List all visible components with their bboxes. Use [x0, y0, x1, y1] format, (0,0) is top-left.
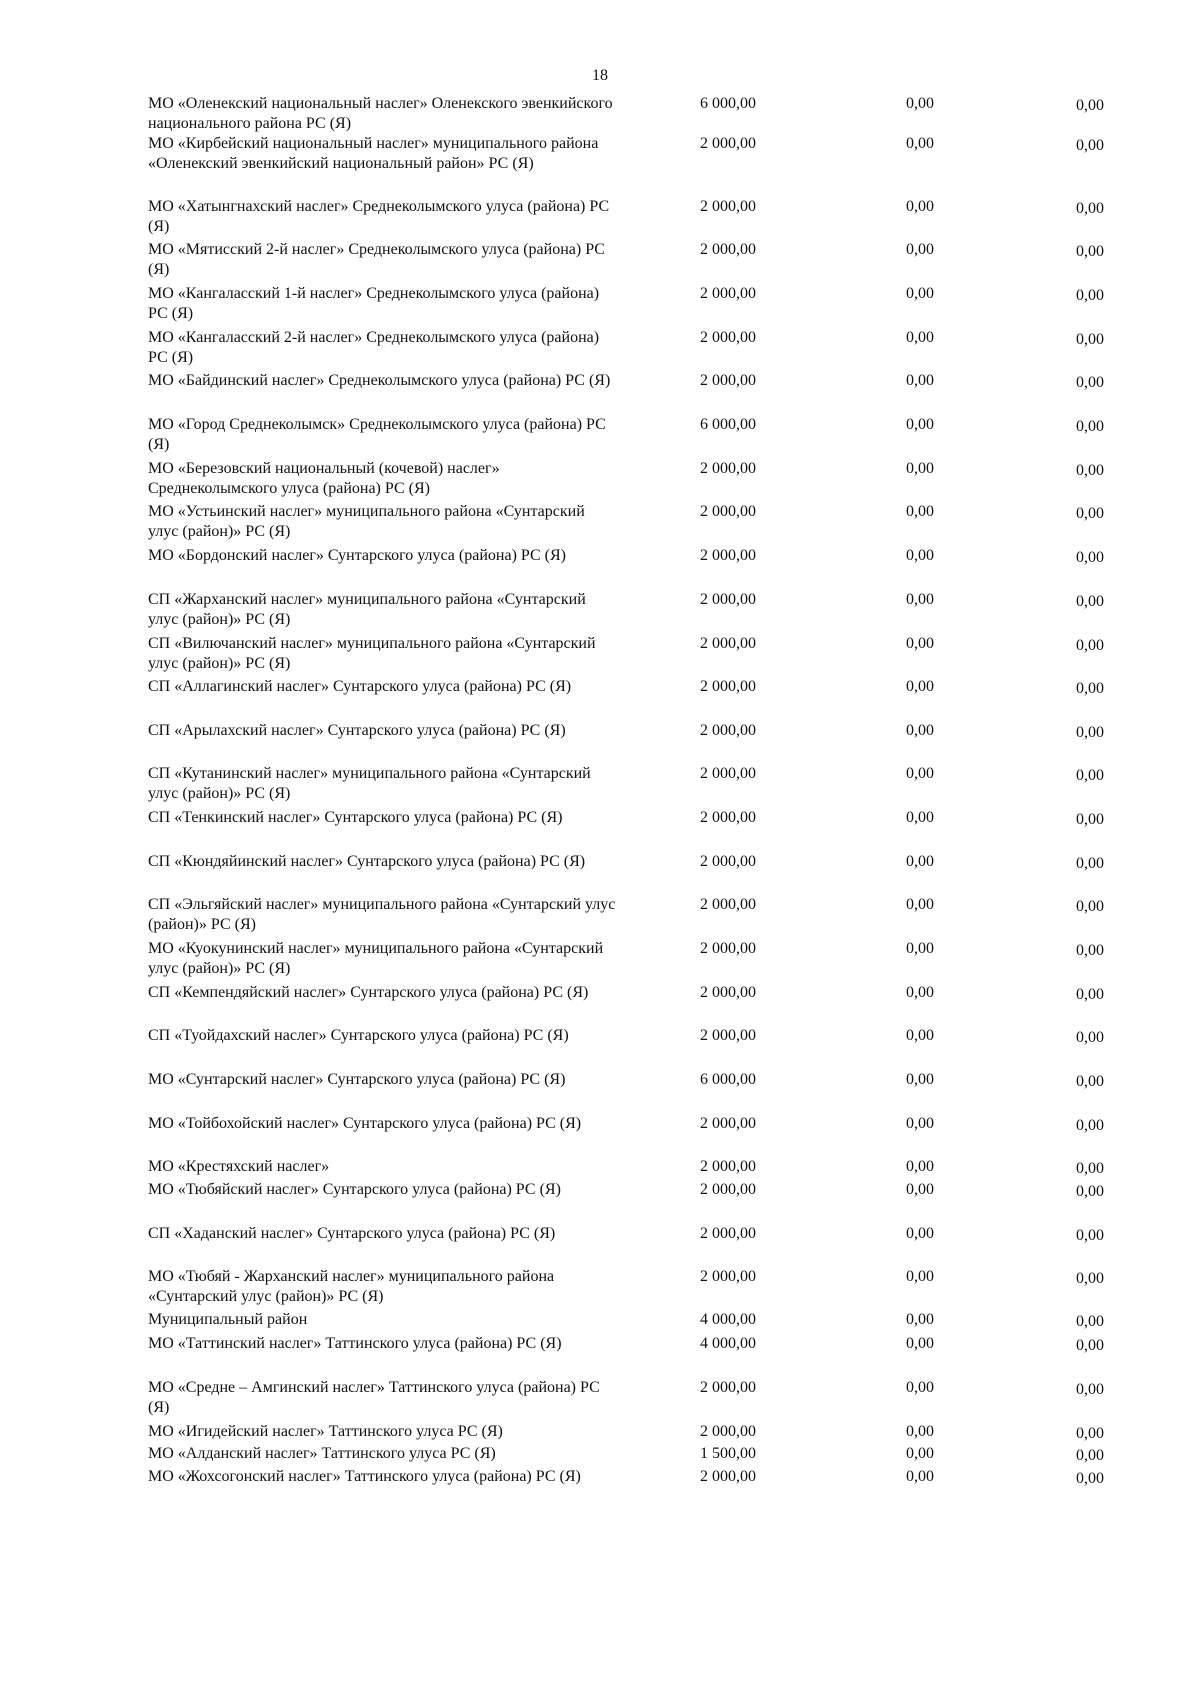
row-name: СП «Кутанинский наслег» муниципального района «Сунтарский улус (район)» РС (Я) — [148, 765, 591, 802]
row-value-1: 2 000,00 — [700, 135, 756, 152]
row-value-3: 0,00 — [1076, 593, 1104, 610]
row-value-1: 2 000,00 — [700, 460, 756, 477]
row-value-3: 0,00 — [1076, 637, 1104, 654]
row-value-2: 0,00 — [906, 984, 934, 1001]
row-value-2: 0,00 — [906, 1115, 934, 1132]
row-value-2: 0,00 — [906, 591, 934, 608]
row-value-1: 2 000,00 — [700, 853, 756, 870]
row-value-2: 0,00 — [906, 1071, 934, 1088]
row-value-1: 2 000,00 — [700, 765, 756, 782]
row-value-3: 0,00 — [1076, 811, 1104, 828]
row-name: МО «Тюбяйский наслег» Сунтарского улуса (района) РС (Я) — [148, 1181, 561, 1198]
row-value-1: 2 000,00 — [700, 678, 756, 695]
row-value-1: 2 000,00 — [700, 285, 756, 302]
row-value-2: 0,00 — [906, 896, 934, 913]
row-name: СП «Хаданский наслег» Сунтарского улуса (района) РС (Я) — [148, 1225, 556, 1242]
row-value-3: 0,00 — [1076, 97, 1104, 114]
row-name: МО «Устьинский наслег» муниципального района «Сунтарский улус (район)» РС (Я) — [148, 503, 585, 540]
row-value-1: 2 000,00 — [700, 372, 756, 389]
row-name: СП «Вилючанский наслег» муниципального района «Сунтарский улус (район)» РС (Я) — [148, 635, 596, 672]
row-value-1: 2 000,00 — [700, 809, 756, 826]
row-value-2: 0,00 — [906, 416, 934, 433]
row-value-2: 0,00 — [906, 940, 934, 957]
row-value-2: 0,00 — [906, 372, 934, 389]
row-value-1: 4 000,00 — [700, 1311, 756, 1328]
row-value-3: 0,00 — [1076, 331, 1104, 348]
row-value-1: 2 000,00 — [700, 329, 756, 346]
row-value-1: 2 000,00 — [700, 503, 756, 520]
page-number: 18 — [592, 67, 608, 84]
row-name: МО «Кангаласский 1-й наслег» Среднеколымского улуса (района) РС (Я) — [148, 285, 600, 322]
row-value-3: 0,00 — [1076, 1425, 1104, 1442]
row-value-3: 0,00 — [1076, 374, 1104, 391]
row-value-2: 0,00 — [906, 285, 934, 302]
row-value-3: 0,00 — [1076, 200, 1104, 217]
row-value-2: 0,00 — [906, 765, 934, 782]
row-name: Муниципальный район — [148, 1311, 308, 1328]
row-value-3: 0,00 — [1076, 1270, 1104, 1287]
row-value-2: 0,00 — [906, 1311, 934, 1328]
row-value-2: 0,00 — [906, 635, 934, 652]
row-name: СП «Тенкинский наслег» Сунтарского улуса (района) РС (Я) — [148, 809, 563, 826]
row-value-1: 2 000,00 — [700, 591, 756, 608]
row-name: МО «Кангаласский 2-й наслег» Среднеколымского улуса (района) РС (Я) — [148, 329, 600, 366]
row-name: МО «Байдинский наслег» Среднеколымского улуса (района) РС (Я) — [148, 372, 611, 389]
row-value-2: 0,00 — [906, 1468, 934, 1485]
row-value-2: 0,00 — [906, 1225, 934, 1242]
row-value-1: 2 000,00 — [700, 1181, 756, 1198]
row-name: МО «Березовский национальный (кочевой) наслег» Среднеколымского улуса (района) РС (Я) — [148, 460, 500, 497]
row-value-2: 0,00 — [906, 460, 934, 477]
row-value-1: 2 000,00 — [700, 547, 756, 564]
row-value-3: 0,00 — [1076, 287, 1104, 304]
row-value-1: 2 000,00 — [700, 635, 756, 652]
row-value-1: 2 000,00 — [700, 198, 756, 215]
row-value-2: 0,00 — [906, 241, 934, 258]
row-value-1: 6 000,00 — [700, 1071, 756, 1088]
row-value-1: 2 000,00 — [700, 896, 756, 913]
row-value-3: 0,00 — [1076, 1381, 1104, 1398]
row-name: МО «Бордонский наслег» Сунтарского улуса (района) РС (Я) — [148, 547, 566, 564]
row-value-3: 0,00 — [1076, 462, 1104, 479]
row-value-2: 0,00 — [906, 1379, 934, 1396]
row-value-3: 0,00 — [1076, 505, 1104, 522]
row-value-2: 0,00 — [906, 329, 934, 346]
row-name: МО «Таттинский наслег» Таттинского улуса (района) РС (Я) — [148, 1335, 562, 1352]
row-name: МО «Крестяхский наслег» — [148, 1158, 330, 1175]
row-value-3: 0,00 — [1076, 898, 1104, 915]
row-value-3: 0,00 — [1076, 855, 1104, 872]
row-value-1: 2 000,00 — [700, 1468, 756, 1485]
row-name: МО «Хатынгнахский наслег» Среднеколымского улуса (района) РС (Я) — [148, 198, 610, 235]
row-value-1: 2 000,00 — [700, 1158, 756, 1175]
row-value-2: 0,00 — [906, 722, 934, 739]
row-name: МО «Кирбейский национальный наслег» муниципального района «Оленекский эвенкийский национальный район» РС (Я) — [148, 135, 599, 172]
row-value-3: 0,00 — [1076, 942, 1104, 959]
row-value-3: 0,00 — [1076, 986, 1104, 1003]
row-value-2: 0,00 — [906, 853, 934, 870]
row-name: МО «Игидейский наслег» Таттинского улуса РС (Я) — [148, 1423, 503, 1440]
row-value-2: 0,00 — [906, 1445, 934, 1462]
row-value-1: 2 000,00 — [700, 984, 756, 1001]
row-value-1: 2 000,00 — [700, 940, 756, 957]
row-value-3: 0,00 — [1076, 767, 1104, 784]
row-value-1: 1 500,00 — [700, 1445, 756, 1462]
row-value-1: 2 000,00 — [700, 1027, 756, 1044]
row-value-1: 2 000,00 — [700, 1115, 756, 1132]
row-value-1: 6 000,00 — [700, 416, 756, 433]
row-name: МО «Город Среднеколымск» Среднеколымского улуса (района) РС (Я) — [148, 416, 606, 453]
row-value-2: 0,00 — [906, 135, 934, 152]
row-value-2: 0,00 — [906, 547, 934, 564]
row-name: СП «Жарханский наслег» муниципального района «Сунтарский улус (район)» РС (Я) — [148, 591, 586, 628]
row-value-2: 0,00 — [906, 503, 934, 520]
row-value-1: 2 000,00 — [700, 1423, 756, 1440]
row-value-3: 0,00 — [1076, 418, 1104, 435]
row-value-2: 0,00 — [906, 1268, 934, 1285]
row-name: МО «Куокунинский наслег» муниципального района «Сунтарский улус (район)» РС (Я) — [148, 940, 604, 977]
row-name: СП «Туойдахский наслег» Сунтарского улуса (района) РС (Я) — [148, 1027, 569, 1044]
row-value-1: 2 000,00 — [700, 1379, 756, 1396]
row-value-3: 0,00 — [1076, 1183, 1104, 1200]
row-value-3: 0,00 — [1076, 243, 1104, 260]
row-name: МО «Сунтарский наслег» Сунтарского улуса (района) РС (Я) — [148, 1071, 566, 1088]
row-value-2: 0,00 — [906, 198, 934, 215]
row-value-1: 2 000,00 — [700, 1268, 756, 1285]
row-value-2: 0,00 — [906, 95, 934, 112]
row-name: МО «Оленекский национальный наслег» Оленекского эвенкийского национального района РС (Я) — [148, 95, 613, 132]
row-value-3: 0,00 — [1076, 1447, 1104, 1464]
row-name: МО «Тойбохойский наслег» Сунтарского улуса (района) РС (Я) — [148, 1115, 582, 1132]
row-name: МО «Средне – Амгинский наслег» Таттинского улуса (района) РС (Я) — [148, 1379, 600, 1416]
row-value-3: 0,00 — [1076, 137, 1104, 154]
row-value-3: 0,00 — [1076, 1073, 1104, 1090]
row-value-3: 0,00 — [1076, 680, 1104, 697]
row-value-1: 4 000,00 — [700, 1335, 756, 1352]
row-value-1: 2 000,00 — [700, 241, 756, 258]
row-value-3: 0,00 — [1076, 549, 1104, 566]
row-value-1: 6 000,00 — [700, 95, 756, 112]
row-name: МО «Мятисский 2-й наслег» Среднеколымского улуса (района) РС (Я) — [148, 241, 605, 278]
row-name: СП «Кемпендяйский наслег» Сунтарского улуса (района) РС (Я) — [148, 984, 589, 1001]
row-value-3: 0,00 — [1076, 1470, 1104, 1487]
row-value-2: 0,00 — [906, 1158, 934, 1175]
row-value-2: 0,00 — [906, 809, 934, 826]
row-name: СП «Эльгяйский наслег» муниципального района «Сунтарский улус (район)» РС (Я) — [148, 896, 616, 933]
row-value-3: 0,00 — [1076, 1029, 1104, 1046]
row-value-2: 0,00 — [906, 678, 934, 695]
row-name: МО «Тюбяй - Жарханский наслег» муниципального района «Сунтарский улус (район)» РС (Я) — [148, 1268, 555, 1305]
row-name: СП «Кюндяйинский наслег» Сунтарского улуса (района) РС (Я) — [148, 853, 586, 870]
row-value-3: 0,00 — [1076, 1337, 1104, 1354]
row-value-1: 2 000,00 — [700, 722, 756, 739]
row-value-3: 0,00 — [1076, 724, 1104, 741]
row-name: СП «Арылахский наслег» Сунтарского улуса (района) РС (Я) — [148, 722, 566, 739]
row-value-1: 2 000,00 — [700, 1225, 756, 1242]
row-name: СП «Аллагинский наслег» Сунтарского улуса (района) РС (Я) — [148, 678, 572, 695]
row-value-2: 0,00 — [906, 1335, 934, 1352]
row-value-3: 0,00 — [1076, 1160, 1104, 1177]
row-value-2: 0,00 — [906, 1181, 934, 1198]
row-value-3: 0,00 — [1076, 1313, 1104, 1330]
row-value-3: 0,00 — [1076, 1227, 1104, 1244]
row-value-2: 0,00 — [906, 1027, 934, 1044]
row-value-3: 0,00 — [1076, 1117, 1104, 1134]
row-name: МО «Алданский наслег» Таттинского улуса РС (Я) — [148, 1445, 496, 1462]
row-name: МО «Жохсогонский наслег» Таттинского улуса (района) РС (Я) — [148, 1468, 581, 1485]
row-value-2: 0,00 — [906, 1423, 934, 1440]
